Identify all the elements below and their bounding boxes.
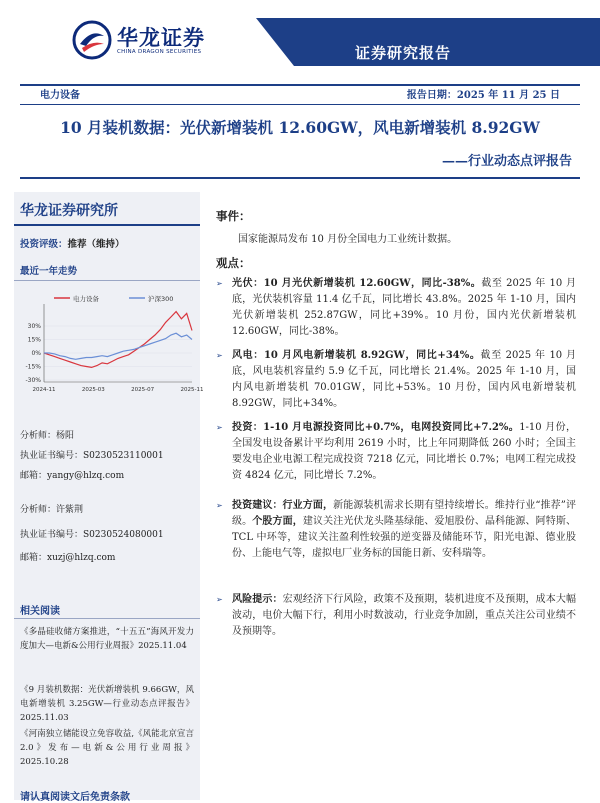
arrow-icon: ➢ (216, 279, 223, 288)
institute-name: 华龙证券研究所 (20, 203, 118, 219)
viewpoint-pv: ➢ 光伏：10 月光伏新增装机 12.60GW，同比-38%。截至 2025 年 10 月底，光伏装机容量 11.4 亿千瓦，同比增长 43.8%。2025 年 1-10 月，国内光伏新增装机 252.87GW，同比+39%。10 月份，国内光伏新增装机 12.60GW，同比-38%。 (216, 278, 577, 337)
divider (14, 618, 200, 619)
risk-warning: ➢ 风险提示：宏观经济下行风险，政策不及预期，装机进度不及预期，成本大幅波动，电价大幅下行，利用小时数波动，行业竞争加剧，重点关注公司业绩不及预期等。 (216, 594, 577, 637)
event-text: 国家能源局发布 10 月份全国电力工业统计数据。 (238, 234, 458, 245)
investment-advice: ➢ 投资建议：行业方面，新能源装机需求长期有望持续增长。维持行业“推荐”评级。个股方面，建议关注光伏龙头隆基绿能、爱旭股份、晶科能源、阿特斯、TCL 中环等，建议关注盈利性较强的逆变器及储能环节，阳光电源、德业股份、上能电气等，虚拟电厂业务标的国能日新、安科瑞等。 (216, 500, 577, 559)
company-name-en: CHINA DRAGON SECURITIES (117, 49, 202, 55)
related-reading-title: 相关阅读 (20, 606, 60, 617)
x-tick-label: 2024-11 (32, 387, 56, 393)
footer-disclaimer-note: 请认真阅读文后免责条款 (20, 792, 130, 803)
analyst-email[interactable]: 邮箱：xuzj@hlzq.com (20, 553, 116, 563)
analyst-name: 分析师：许紫荆 (20, 505, 84, 515)
divider (20, 104, 580, 105)
divider (20, 177, 580, 179)
arrow-icon: ➢ (216, 423, 223, 432)
y-tick-label: 0% (31, 350, 41, 357)
legend-label: 沪深300 (148, 295, 174, 303)
y-tick-label: -15% (25, 363, 41, 371)
related-report-link[interactable]: 《多晶硅收储方案推进，“十五五”海风开发力度加大—电新&公用行业周报》2025.11.04 (20, 627, 194, 651)
x-tick-label: 2025-07 (131, 387, 155, 393)
divider (14, 280, 200, 281)
viewpoint-wind: ➢ 风电：10 月风电新增装机 8.92GW，同比+34%。截至 2025 年 10 月底，风电装机容量约 5.9 亿千瓦，同比增长 21.4%。2025 年 1-10 月，国内风电新增装机 70.01GW，同比+53%。10 月份，国内风电新增装机 8.92GW，同比+34%。 (216, 350, 576, 409)
related-report-link[interactable]: 《9 月装机数据：光伏新增装机 9.66GW，风电新增装机 3.25GW—行业动态点评报告》2025.11.03 (20, 685, 194, 723)
legend-label: 电力设备 (73, 295, 99, 303)
y-tick-label: 30% (27, 323, 41, 330)
report-title: 10 月装机数据：光伏新增装机 12.60GW，风电新增装机 8.92GW (60, 118, 540, 137)
report-type: 证券研究报告 (355, 44, 452, 62)
analyst-name: 分析师：杨阳 (20, 431, 75, 441)
arrow-icon: ➢ (216, 595, 223, 604)
investment-rating: 投资评级：推荐（维持） (20, 239, 125, 250)
report-subtitle: ——行业动态点评报告 (441, 154, 572, 169)
event-heading: 事件： (216, 209, 251, 223)
analyst-email[interactable]: 邮箱：yangy@hlzq.com (20, 471, 125, 481)
divider (14, 224, 200, 226)
company-name: 华龙证券 (117, 26, 205, 50)
trend-chart (14, 288, 204, 408)
report-date: 报告日期：2025 年 11 月 25 日 (406, 90, 560, 101)
logo-icon (72, 20, 112, 60)
analyst-cert: 执业证书编号：S0230523110001 (20, 451, 164, 461)
viewpoint-investment: ➢ 投资：1-10 月电源投资同比+0.7%，电网投资同比+7.2%。1-10 月份，全国发电设备累计平均利用 2619 小时，比上年同期降低 260 小时；全国主要发电企业电源工程完成投资 7218 亿元，同比增长 0.7%；电网工程完成投资 4824 亿元，同比增长 7.2%。 (216, 422, 576, 481)
arrow-icon: ➢ (216, 351, 223, 360)
x-tick-label: 2025-11 (180, 387, 204, 393)
y-tick-label: -30% (25, 377, 41, 384)
arrow-icon: ➢ (216, 501, 223, 510)
x-tick-label: 2025-03 (81, 387, 105, 393)
series-line (44, 333, 192, 359)
related-report-link[interactable]: 《河南独立储能设立免容收益,《风能北京宣言 2.0》发布—电新&公用行业周报》2025.10.28 (20, 729, 194, 767)
analyst-cert: 执业证书编号：S0230524080001 (20, 530, 164, 540)
y-tick-label: 15% (27, 336, 41, 344)
trend-title: 最近一年走势 (20, 266, 78, 277)
view-heading: 观点： (216, 256, 251, 270)
industry-label: 电力设备 (40, 90, 80, 101)
